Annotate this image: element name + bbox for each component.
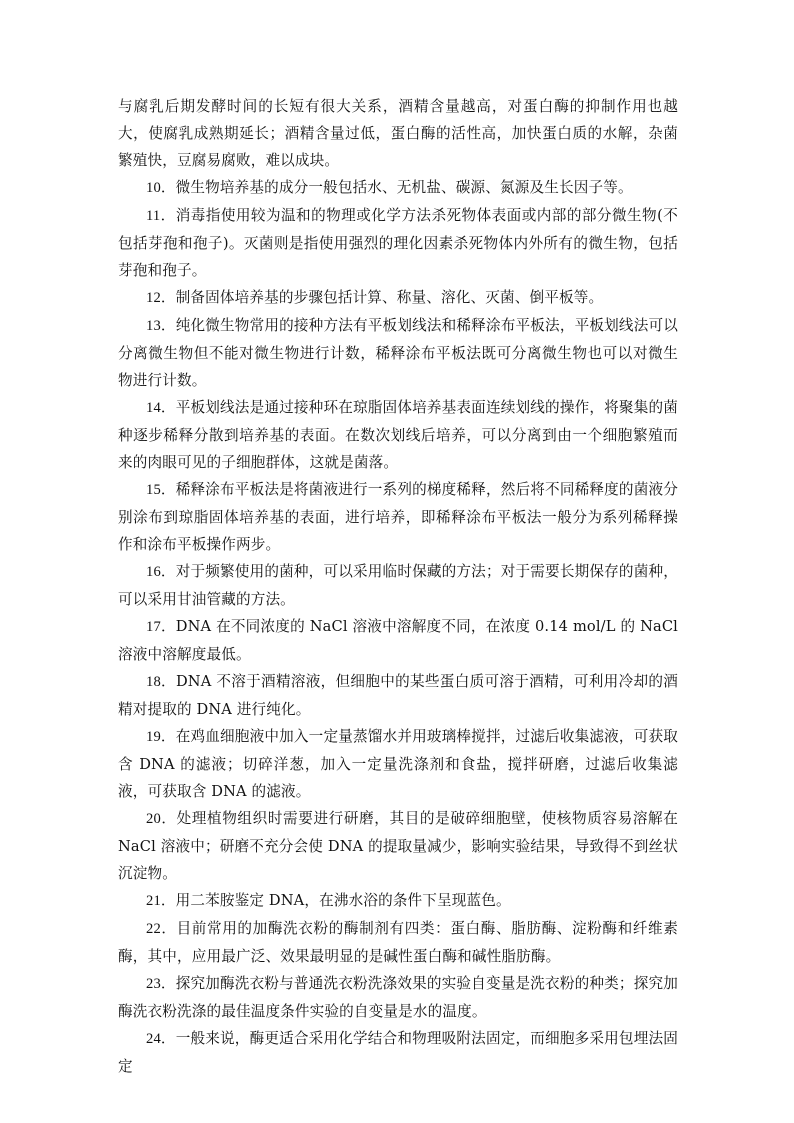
paragraph-20 <box>118 805 678 887</box>
paragraph-text: 消毒指使用较为温和的物理或化学方法杀死物体表面或内部的部分微生物(不包括芽孢和孢子)。灭菌则是指使用强烈的理化因素杀死物体内外所有的微生物，包括芽孢和孢子。 <box>118 207 678 279</box>
paragraph-24 <box>118 1025 678 1080</box>
item-number: 21． <box>146 893 176 909</box>
paragraph-13 <box>118 312 678 394</box>
paragraph-text: 目前常用的加酶洗衣粉的酶制剂有四类：蛋白酶、脂肪酶、淀粉酶和纤维素酶，其中，应用最广泛、效果最明显的是碱性蛋白酶和碱性脂肪酶。 <box>118 920 679 965</box>
paragraph-continuation <box>118 93 678 174</box>
paragraph-text: DNA 在不同浓度的 NaCl 溶液中溶解度不同，在浓度 0.14 mol/L 的 NaCl 溶液中溶解度最低。 <box>118 618 678 663</box>
item-number: 24． <box>146 1031 176 1047</box>
paragraph-21 <box>118 887 678 915</box>
item-number: 10． <box>146 180 176 196</box>
item-number: 22． <box>146 921 177 937</box>
paragraph-17 <box>118 613 678 668</box>
paragraph-text: 探究加酶洗衣粉与普通洗衣粉洗涤效果的实验自变量是洗衣粉的种类；探究加酶洗衣粉洗涤的最佳温度条件实验的自变量是水的温度。 <box>118 975 678 1020</box>
paragraph-text: 稀释涂布平板法是将菌液进行一系列的梯度稀释，然后将不同稀释度的菌液分别涂布到琼脂固体培养基的表面，进行培养，即稀释涂布平板法一般分为系列稀释操作和涂布平板操作两步。 <box>118 481 678 553</box>
item-number: 12． <box>146 290 176 306</box>
item-number: 16． <box>146 564 176 580</box>
paragraph-23 <box>118 970 678 1025</box>
paragraph-22 <box>118 915 678 970</box>
paragraph-text: DNA 不溶于酒精溶液，但细胞中的某些蛋白质可溶于酒精，可利用冷却的酒精对提取的 DNA 进行纯化。 <box>118 673 679 718</box>
paragraph-10 <box>118 174 678 202</box>
paragraph-text: 用二苯胺鉴定 DNA，在沸水浴的条件下呈现蓝色。 <box>175 892 511 909</box>
paragraph-11 <box>118 202 678 284</box>
paragraph-text: 微生物培养基的成分一般包括水、无机盐、碳源、氮源及生长因子等。 <box>175 179 633 196</box>
item-number: 23． <box>146 976 176 992</box>
paragraph-text: 对于频繁使用的菌种，可以采用临时保藏的方法；对于需要长期保存的菌种，可以采用甘油管藏的方法。 <box>118 563 678 608</box>
paragraph-18 <box>118 668 678 723</box>
paragraph-text: 一般来说，酶更适合采用化学结合和物理吸附法固定，而细胞多采用包埋法固定 <box>118 1030 678 1075</box>
paragraph-text: 制备固体培养基的步骤包括计算、称量、溶化、灭菌、倒平板等。 <box>175 289 604 306</box>
paragraph-text: 纯化微生物常用的接种方法有平板划线法和稀释涂布平板法，平板划线法可以分离微生物但不能对微生物进行计数，稀释涂布平板法既可分离微生物也可以对微生物进行计数。 <box>118 317 678 389</box>
item-number: 15． <box>146 482 176 498</box>
item-number: 17． <box>146 619 176 635</box>
item-number: 19． <box>146 729 176 745</box>
paragraph-text: 与腐乳后期发酵时间的长短有很大关系，酒精含量越高，对蛋白酶的抑制作用也越大，使腐乳成熟期延长；酒精含量过低，蛋白酶的活性高，加快蛋白质的水解，杂菌繁殖快，豆腐易腐败，难以成块。 <box>118 98 678 169</box>
paragraph-14 <box>118 394 678 476</box>
document-page <box>118 93 678 1080</box>
paragraph-text: 平板划线法是通过接种环在琼脂固体培养基表面连续划线的操作，将聚集的菌种逐步稀释分散到培养基的表面。在数次划线后培养，可以分离到由一个细胞繁殖而来的肉眼可见的子细胞群体，这就是菌落。 <box>118 399 678 471</box>
paragraph-15 <box>118 476 678 558</box>
paragraph-16 <box>118 558 678 613</box>
item-number: 18． <box>146 674 176 690</box>
paragraph-text: 在鸡血细胞液中加入一定量蒸馏水并用玻璃棒搅拌，过滤后收集滤液，可获取含 DNA 的滤液；切碎洋葱，加入一定量洗涤剂和食盐，搅拌研磨，过滤后收集滤液，可获取含 DNA 的滤液。 <box>118 728 678 800</box>
paragraph-12 <box>118 284 678 312</box>
item-number: 20． <box>146 811 177 827</box>
item-number: 14． <box>146 400 176 416</box>
item-number: 11． <box>146 208 176 224</box>
item-number: 13． <box>146 318 176 334</box>
paragraph-text: 处理植物组织时需要进行研磨，其目的是破碎细胞壁，使核物质容易溶解在 NaCl 溶液中；研磨不充分会使 DNA 的提取量减少，影响实验结果，导致得不到丝状沉淀物。 <box>118 810 679 882</box>
paragraph-19 <box>118 723 678 805</box>
